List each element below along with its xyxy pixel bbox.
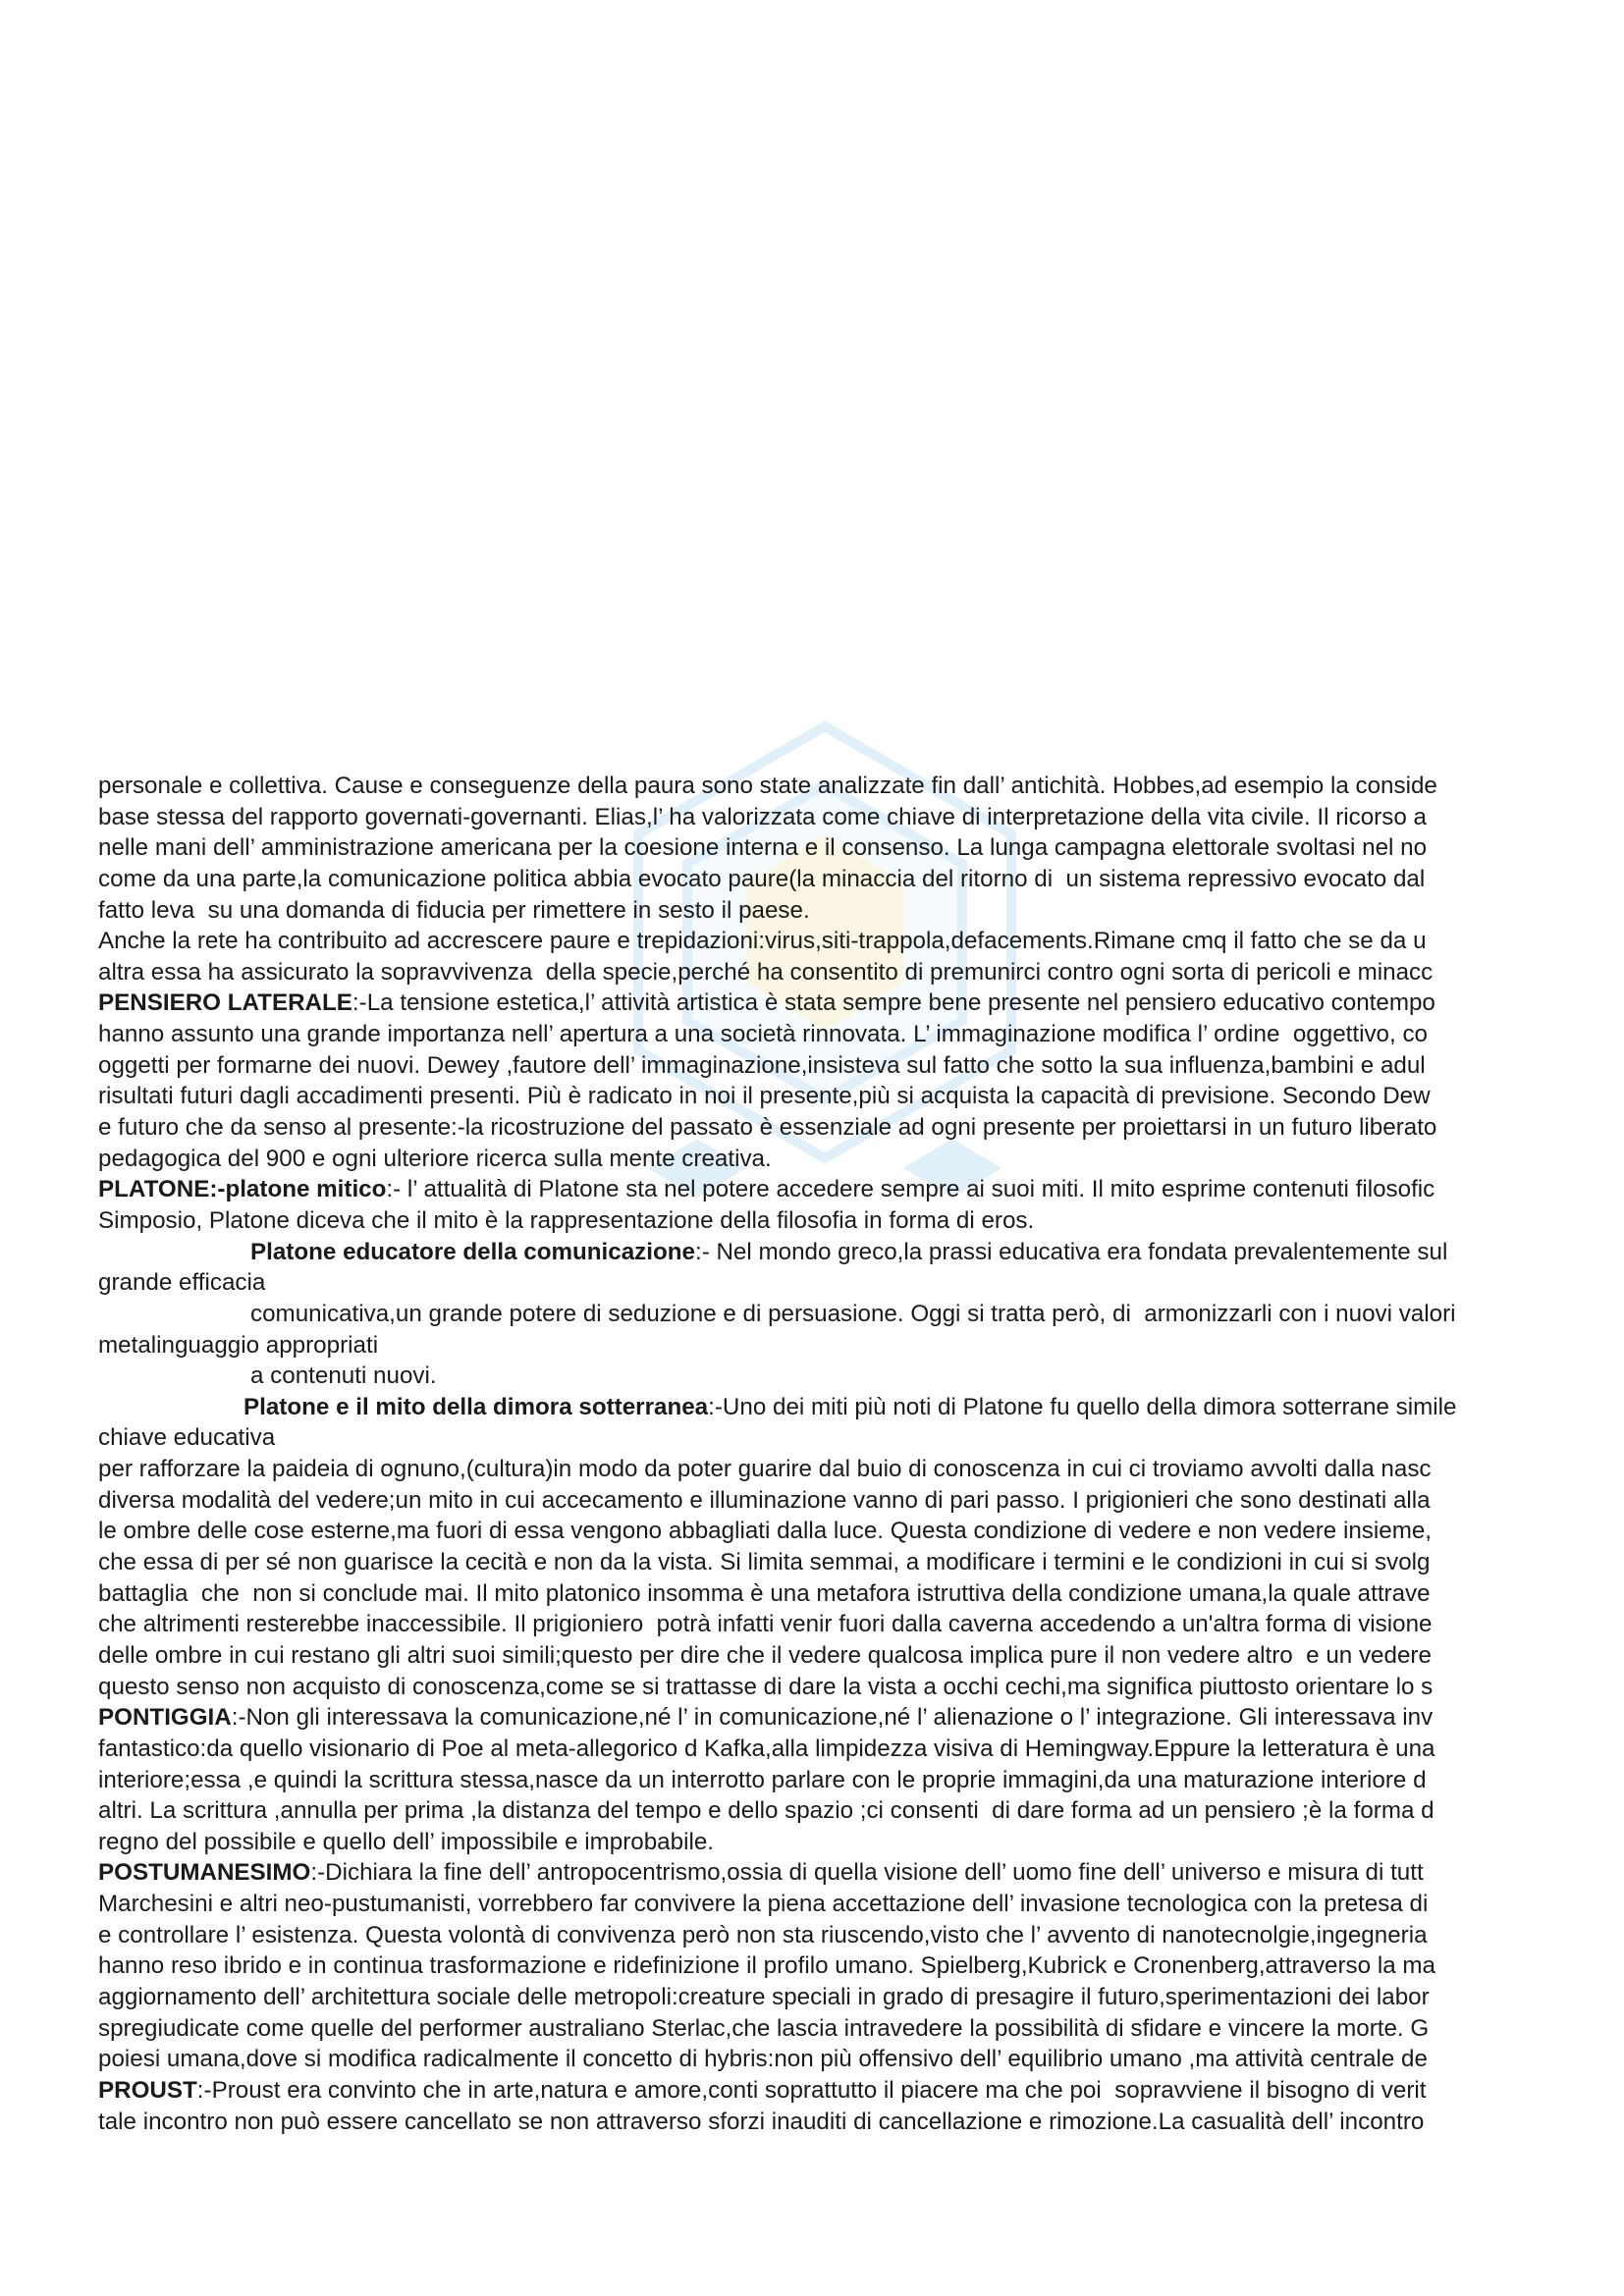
body-text: base stessa del rapporto governati-governanti. Elias,l’ ha valorizzata come chiave di interpretazione della vita civile. Il ricorso a: [98, 803, 1427, 830]
body-text: risultati futuri dagli accadimenti presenti. Più è radicato in noi il presente,più si acquista la capacità di previsione. Secondo Dew: [98, 1083, 1431, 1110]
text-line: [98, 1609, 1624, 1640]
text-line: [98, 2044, 1624, 2075]
text-line: [98, 832, 1624, 864]
section-text: :-Uno dei miti più noti di Platone fu quello della dimora sotterrane simile: [708, 1393, 1457, 1420]
section-text: :- l’ attualità di Platone sta nel potere accedere sempre ai suoi miti. Il mito esprime contenuti filosofic: [386, 1176, 1435, 1203]
section-heading: PONTIGGIA: [98, 1704, 232, 1732]
text-line: [98, 1019, 1624, 1050]
body-text: oggetti per formarne dei nuovi. Dewey ,fautore dell’ immaginazione,insisteva sul fatto che sotto la sua influenza,bambini e adul: [98, 1051, 1426, 1079]
body-text: spregiudicate come quelle del performer australiano Sterlac,che lascia intravedere la possibilità di sfidare e vincere la morte. G: [98, 2014, 1430, 2042]
text-line: [98, 2075, 1624, 2107]
text-line: [98, 1857, 1624, 1889]
section-text: :-Proust era convinto che in arte,natura e amore,conti soprattutto il piacere ma che poi sopravviene il bisogno di verit: [196, 2076, 1427, 2104]
text-line: [98, 1795, 1624, 1827]
section-heading: POSTUMANESIMO: [98, 1859, 311, 1887]
section-text: :- Nel mondo greco,la prassi educativa era fondata prevalentemente sul: [694, 1238, 1448, 1265]
text-line: [98, 1702, 1624, 1734]
text-line: [98, 895, 1624, 927]
text-line: [98, 1361, 1624, 1392]
text-line: [98, 1422, 1624, 1454]
body-text: diversa modalità del vedere;un mito in cui accecamento e illuminazione vanno di pari passo. I prigionieri che sono destinati alla: [98, 1486, 1431, 1514]
text-line: [98, 1547, 1624, 1578]
section-text: :-Dichiara la fine dell’ antropocentrismo,ossia di quella visione dell’ uomo fine dell’ universo e misura di tutt: [310, 1859, 1424, 1887]
text-line: [98, 1050, 1624, 1082]
body-text: tale incontro non può essere cancellato se non attraverso sforzi inauditi di cancellazione e rimozione.La casualità dell’ incontro: [98, 2108, 1425, 2135]
text-line: [98, 1299, 1624, 1330]
body-text: poiesi umana,dove si modifica radicalmente il concetto di hybris:non più offensivo dell’ equilibrio umano ,ma attività centrale de: [98, 2046, 1428, 2073]
body-text: altra essa ha assicurato la sopravvivenza della specie,perché ha consentito di premunirci contro ogni sorta di pericoli e minacc: [98, 958, 1434, 986]
text-line: [98, 926, 1624, 957]
body-text: altri. La scrittura ,annulla per prima ,la distanza del tempo e dello spazio ;ci consenti di dare forma ad un pensiero ;è la forma d: [98, 1797, 1435, 1825]
section-heading: PENSIERO LATERALE: [98, 989, 352, 1017]
text-line: [98, 1392, 1624, 1423]
text-line: [98, 2013, 1624, 2045]
body-text: personale e collettiva. Cause e conseguenze della paura sono state analizzate fin dall’ antichità. Hobbes,ad esempio la conside: [98, 773, 1437, 799]
body-text: e controllare l’ esistenza. Questa volontà di convivenza però non sta riuscendo,visto che l’ avvento di nanotecnolgie,ingegneria: [98, 1921, 1428, 1949]
body-text: le ombre delle cose esterne,ma fuori di essa vengono abbagliati dalla luce. Questa condizione di vedere e non vedere insieme,: [98, 1518, 1433, 1545]
section-heading: PROUST: [98, 2076, 197, 2104]
body-text: chiave educativa: [98, 1424, 276, 1452]
section-text: :-Non gli interessava la comunicazione,né l’ in comunicazione,né l’ alienazione o l’ integrazione. Gli interessava inv: [231, 1704, 1434, 1732]
body-text: Marchesini e altri neo-pustumanisti, vorrebbero far convivere la piena accettazione dell’ invasione tecnologica con la pretesa di: [98, 1891, 1429, 1918]
text-line: [98, 1982, 1624, 2013]
text-line: [98, 1237, 1624, 1268]
text-line: [98, 864, 1624, 895]
body-text: comunicativa,un grande potere di seduzione e di persuasione. Oggi si tratta però, di armonizzarli con i nuovi valori: [250, 1300, 1456, 1327]
body-text: fatto leva su una domanda di fiducia per rimettere in sesto il paese.: [98, 896, 810, 924]
body-text: come da una parte,la comunicazione politica abbia evocato paure(la minaccia del ritorno di un sistema repressivo evocato dal: [98, 865, 1426, 892]
body-text: fantastico:da quello visionario di Poe al meta-allegorico d Kafka,alla limpidezza visiva di Hemingway.Eppure la letteratura è una: [98, 1735, 1435, 1762]
text-line: [98, 1516, 1624, 1547]
section-heading: Platone educatore della comunicazione: [250, 1238, 695, 1265]
text-line: [98, 957, 1624, 988]
body-text: e futuro che da senso al presente:-la ricostruzione del passato è essenziale ad ogni presente per proiettarsi in un futuro liberato: [98, 1114, 1437, 1142]
body-text: nelle mani dell’ amministrazione americana per la coesione interna e il consenso. La lunga campagna elettorale svoltasi nel no: [98, 834, 1428, 862]
text-line: [98, 1267, 1624, 1299]
text-line: [98, 802, 1624, 833]
text-line: [98, 1485, 1624, 1517]
text-line: [98, 1672, 1624, 1703]
text-line: [98, 1827, 1624, 1858]
body-text: pedagogica del 900 e ogni ulteriore ricerca sulla mente creativa.: [98, 1145, 772, 1172]
text-line: [98, 1920, 1624, 1951]
body-text: Anche la rete ha contribuito ad accrescere paure e trepidazioni:virus,siti-trappola,defacements.Rimane cmq il fatto che se da u: [98, 928, 1427, 955]
body-text: a contenuti nuovi.: [250, 1362, 437, 1390]
section-text: :-La tensione estetica,l’ attività artistica è stata sempre bene presente nel pensiero educativo contempo: [352, 989, 1435, 1017]
body-text: battaglia che non si conclude mai. Il mito platonico insomma è una metafora istruttiva della condizione umana,la quale attrave: [98, 1579, 1431, 1607]
text-line: [98, 1950, 1624, 1982]
text-line: [98, 1454, 1624, 1485]
text-line: [98, 988, 1624, 1019]
body-text: metalinguaggio appropriati: [98, 1331, 379, 1359]
text-line: [98, 1081, 1624, 1112]
body-text: regno del possibile e quello dell’ impossibile e improbabile.: [98, 1828, 714, 1855]
text-line: [98, 1765, 1624, 1796]
body-text: grande efficacia: [98, 1269, 266, 1297]
text-line: [98, 1734, 1624, 1765]
text-line: [98, 1112, 1624, 1144]
body-text: hanno reso ibrido e in continua trasformazione e ridefinizione il profilo umano. Spielberg,Kubrick e Cronenberg,attraverso la ma: [98, 1952, 1435, 1980]
text-line: [98, 771, 1624, 802]
body-text: che essa di per sé non guarisce la cecità e non da la vista. Si limita semmai, a modificare i termini e le condizioni in cui si svolg: [98, 1549, 1431, 1576]
text-line: [98, 1174, 1624, 1205]
section-heading: PLATONE:-platone mitico: [98, 1176, 387, 1203]
document-body: [98, 771, 1624, 2137]
body-text: delle ombre in cui restano gli altri suoi simili;questo per dire che il vedere qualcosa implica pure il non vedere altro e un vedere: [98, 1641, 1432, 1669]
text-line: [98, 1205, 1624, 1237]
body-text: aggiornamento dell’ architettura sociale delle metropoli:creature speciali in grado di presagire il futuro,sperimentazioni dei labor: [98, 1983, 1430, 2010]
body-text: Simposio, Platone diceva che il mito è la rappresentazione della filosofia in forma di eros.: [98, 1206, 1035, 1234]
text-line: [98, 2107, 1624, 2138]
body-text: per rafforzare la paideia di ognuno,(cultura)in modo da poter guarire dal buio di conoscenza in cui ci troviamo avvolti dalla nasc: [98, 1456, 1432, 1483]
section-heading: Platone e il mito della dimora sotterranea: [244, 1393, 709, 1420]
text-line: [98, 1578, 1624, 1610]
body-text: interiore;essa ,e quindi la scrittura stessa,nasce da un interrotto parlare con le proprie immagini,da una maturazione interiore d: [98, 1766, 1427, 1793]
text-line: [98, 1889, 1624, 1920]
body-text: hanno assunto una grande importanza nell’ apertura a una società rinnovata. L’ immaginazione modifica l’ ordine oggettivo, co: [98, 1021, 1428, 1048]
body-text: che altrimenti resterebbe inaccessibile. Il prigioniero potrà infatti venir fuori dalla caverna accedendo a un'altra forma di visione: [98, 1611, 1433, 1638]
body-text: questo senso non acquisto di conoscenza,come se si trattasse di dare la vista a occhi cechi,ma significa piuttosto orientare lo s: [98, 1673, 1434, 1700]
text-line: [98, 1330, 1624, 1362]
text-line: [98, 1640, 1624, 1672]
text-line: [98, 1144, 1624, 1175]
